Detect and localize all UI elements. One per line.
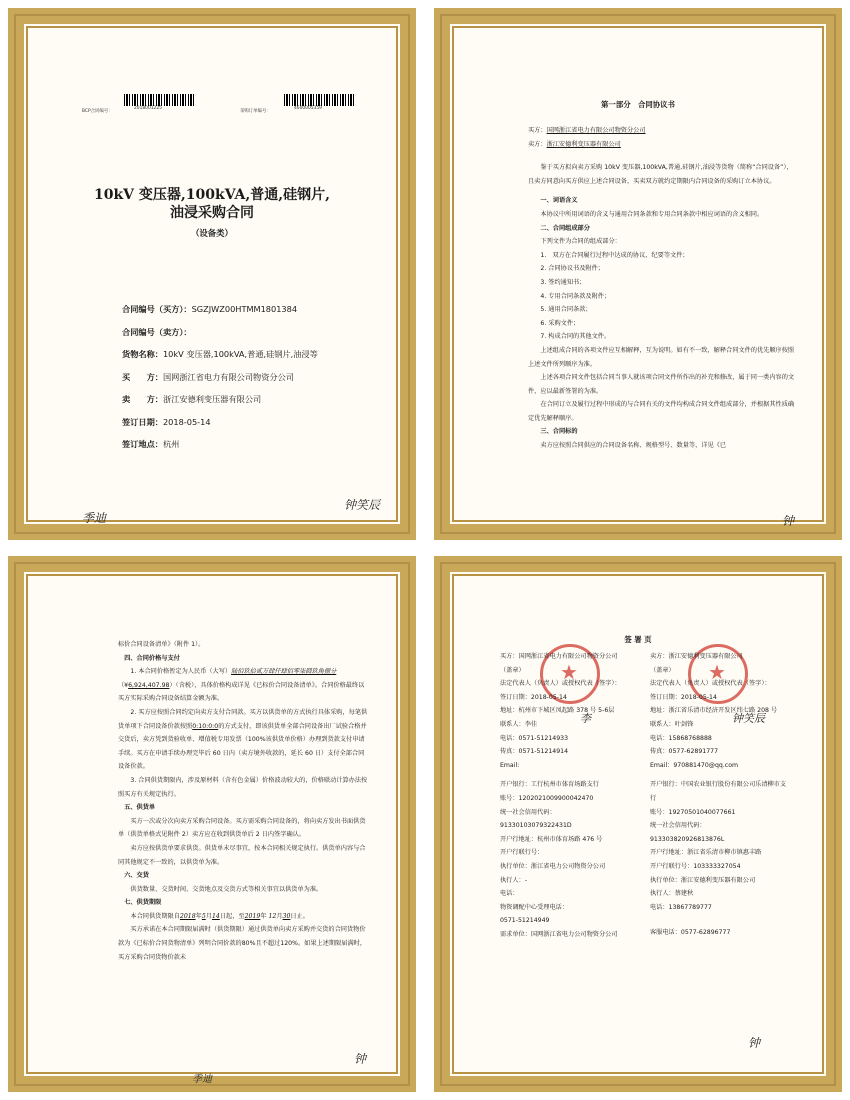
bcp-number-label: BCP合同编号： [82,109,113,114]
demand-unit: 需求单位：国网浙江省电力公司物资分公司 [500,930,618,938]
executor-person: 执行人：蔡建秋 [650,890,694,898]
text-span: 月 [205,912,212,920]
text-span: 年 [260,912,267,920]
text-span: （¥ [118,681,129,689]
field-row [122,439,382,462]
text-span: 日止。 [290,912,309,920]
phone: 电话：0571-51214933 [500,734,569,742]
executor-unit: 执行单位：浙江省电力公司物资分公司 [500,862,606,870]
fax: 传真：0571-51214914 [500,748,569,756]
star-icon: ★ [560,660,578,684]
agreement-heading: 第一部分 合同协议书 [601,100,675,109]
list-item: 2. 合同协议书及附件； [540,265,604,273]
dispatch-phone: 0571-51214949 [500,917,550,925]
party-name: 卖方：浙江安德利变压器有限公司 [650,653,743,660]
start-month: 5 [201,912,206,920]
section-title: 一、词语含义 [540,197,578,205]
list-item: 5. 通用合同条款； [540,306,592,314]
amount-in-words: 陆佰玖拾贰万肆仟肆佰零柒圆玖角捌分 [231,668,337,676]
email: Email: [500,761,520,769]
seller-signature: 钟笑辰 [732,712,765,725]
text-span: 月 [276,912,283,920]
seal-note: （盖章） [650,666,675,674]
seller-line [528,138,796,152]
text-span: 年 [195,912,202,920]
credit-code-label: 统一社会信用代码： [500,808,556,816]
buyer-signature-block [500,650,640,941]
price-paragraph [118,665,370,706]
text-span: 本合同供货期限自 [130,912,180,920]
payment-paragraph [118,706,370,774]
payment-body [118,638,370,964]
credit-code-label: 统一社会信用代码： [650,822,706,830]
payment-terms-page [8,556,416,1092]
section-title: 二、合同组成部分 [540,224,590,232]
seller-name: 浙江安德利变压器有限公司 [546,140,621,148]
bank-number: 开户行联行号： [500,849,544,857]
section-title: 四、合同价格与支付 [124,654,180,662]
order-barcode [284,94,354,106]
address: 地址：杭州市下城区凤起路 378 号 5-6层 [500,707,615,715]
representative: 法定代表人（负责人）或授权代表（签字）： [500,680,621,688]
supply-period-paragraph [118,910,370,924]
section-title: 六、交货 [124,872,149,880]
field-row [122,304,382,327]
buyer-signature: 李 [580,712,591,725]
field-label: 货物名称： [122,349,163,359]
credit-code: 91330103079322431D [500,822,572,830]
text-span: 的方式支付，即该供货单全部合同设备出厂试验合格并交货后，卖方凭到货验收单、增值税专用发票（100%该供货单价格）办理到货款支付申请手续。买方在申请手续办理完毕后 60 日内（卖方境外收款的，延长 60 日）支付全部合同设备价款。 [118,722,367,771]
list-item: 6. 采购文件； [540,319,580,327]
signature-left: 季迪 [82,511,107,525]
contact-person: 联系人：叶剑锋 [650,720,694,728]
order-number-label: 采购订单编号： [240,109,271,114]
field-value: SGZJWZ00HTMM1801384 [191,304,298,314]
list-item: 1. 双方在合同履行过程中达成的协议、纪要等文件； [540,251,689,259]
field-row [122,394,382,417]
text-span: 2. 买方应按照合同约定向卖方支付合同款。买方以供货单的方式执行具体采购，每笔供货单项下合同设备价款按照 [118,708,368,730]
bcp-number: 2018001225 [134,106,162,111]
text-span: 1. 本合同价格暂定为人民币（大写） [130,668,232,676]
address: 地址：浙江省乐清市经济开发区纬七路 208 号 [650,707,778,715]
email: Email：970881470@qq.com [650,761,739,769]
account: 账号：1202021009900042470 [500,794,594,802]
executor-unit: 执行单位：浙江安德利变压器有限公司 [650,876,756,884]
intro-paragraph: 鉴于买方拟向卖方采购 10kV 变压器,100kVA,普通,硅钢片,油浸等货物（简称“合同设备”），且卖方同意向买方供应上述合同设备，买卖双方就约定期限内合同设备的采购订立本协议。 [528,164,793,185]
executor-phone: 电话： [500,890,519,898]
field-label: 签订地点： [122,439,163,449]
buyer-label: 买方： [528,127,547,134]
agreement-body [528,124,796,453]
buyer-name: 国网浙江省电力有限公司物资分公司 [546,127,646,134]
contract-title-line2: 油浸采购合同 [170,205,254,221]
representative: 法定代表人（负责人）或授权代表（签字）： [650,680,771,688]
contract-fields [122,304,382,462]
seller-label: 卖方： [528,140,547,148]
field-label: 买 方： [122,371,163,382]
section-text: 买方承诺在本合同期限届满时（供货期限）通过供货单向卖方采购并交货的合同货物价款为《已标价合同货物清单》列明合同价款的80%且不超过120%。如果上述期限届满时，买方采购合同货物价款未 [118,926,367,961]
section-title: 三、合同标的 [540,428,578,436]
field-value: 杭州 [162,439,180,449]
bcp-barcode [124,94,194,106]
section-text: 上述组成合同的各项文件应互相解释，互为说明。如有不一致，解释合同文件的优先顺序按照上述文件所列顺序为准。 [528,346,795,368]
text-span: 日起，至 [219,912,245,920]
list-item: 3. 签约通知书； [540,278,586,286]
sign-date: 签订日期：2018-05-14 [650,693,717,701]
section-text: 本协议中所用词语的含义与通用合同条款和专用合同条款中相应词语的含义相同。 [540,210,764,218]
barcode-area [82,94,370,116]
signature-bottom: 钟 [748,1036,761,1050]
seal-note: （盖章） [500,666,525,674]
field-value: 浙江安德利变压器有限公司 [162,394,262,404]
field-label: 合同编号（买方）： [122,304,192,314]
field-row [122,372,382,395]
end-year: 2019 [244,912,261,920]
fax: 传真：0577-62891777 [650,748,719,756]
bank: 开户银行：中国农业银行股份有限公司乐清柳市支行 [650,781,787,802]
section-title: 七、供货期限 [124,899,162,907]
field-row [122,349,382,372]
bank-address: 开户行地址：杭州市体育场路 476 号 [500,835,603,843]
price-linkage-paragraph: 3. 合同供货期限内，涉及原材料（含有色金属）价格波动较大的，价格联动计算办法按照买方有关规定执行。 [118,776,368,798]
text-span: ）（含税），具体价格构成详见《已标价合同设备清单》。合同价格最终以买方实际采购合同设备结算金额为准。 [118,681,365,703]
section-text: 卖方应按照合同供应的合同设备名称、规格型号、数量等，详见《已 [540,442,727,450]
contact-person: 联系人：李佳 [500,720,538,728]
start-year: 2018 [179,912,196,920]
dispatch-phone-label: 物资调配中心受理电话： [500,903,569,911]
party-name: 买方：国网浙江省电力有限公司物资分公司 [500,653,618,660]
list-item: 7. 构成合同的其他文件。 [540,333,611,341]
list-item: 4. 专用合同条款及附件； [540,292,611,300]
field-value: 国网浙江省电力有限公司物资分公司 [162,371,294,382]
star-icon: ★ [708,660,726,684]
start-day: 14 [211,912,220,920]
account: 账号：19270501040077661 [650,808,736,816]
signature-page [434,556,842,1092]
service-phone: 客服电话：0577-62896777 [650,929,731,937]
section-text: 卖方应按供货单要求供货。供货单未尽事宜，按本合同相关规定执行。供货单内容与合同其他规定不一致的，以供货单为准。 [118,844,366,866]
seller-signature-block [650,650,790,940]
agreement-page [434,8,842,540]
buyer-line [528,124,796,138]
signature-right: 钟 [354,1052,367,1066]
field-label: 卖 方： [122,394,163,404]
signature-heading: 签 署 页 [624,635,652,644]
field-label: 合同编号（卖方）： [122,326,192,337]
field-row [122,327,382,350]
bank-number: 开户行联行号：103333327054 [650,862,741,870]
executor-person: 执行人：- [500,876,527,884]
section-text: 买方一次或分次向卖方采购合同设备。买方需采购合同设备的，将向卖方发出书面供货单（供货单格式见附件 2）卖方应在收到供货单后 2 日内签字确认。 [118,817,366,839]
bank: 开户银行：工行杭州市体育场路支行 [500,781,599,789]
executor-phone: 电话：13867789777 [650,903,712,911]
credit-code: 913303820926813876L [650,835,725,843]
order-number: 4600005359 [294,106,322,111]
contract-title-line1: 10kV 变压器,100kVA,普通,硅钢片, [94,187,330,203]
doc-list [528,249,796,344]
signature-bottom: 季迪 [192,1074,212,1085]
signature-right: 钟笑辰 [344,498,381,512]
field-value: 2018-05-14 [162,416,211,427]
end-day: 30 [282,912,291,920]
payment-ratio: 0:10:0:0 [192,722,219,730]
field-label: 签订日期： [122,416,163,427]
field-row [122,417,382,440]
section-text: 上述各项合同文件包括合同当事人就该项合同文件所作出的补充和修改，属于同一类内容的文件，应以最新签署的为准。 [528,374,795,395]
continued-text: 标价合同设备清单》（附件 1）。 [118,641,205,648]
section-text: 下列文件为合同的组成部分： [540,238,621,246]
section-title: 五、供货单 [124,804,156,812]
signature: 钟 [782,514,795,528]
sign-date: 签订日期：2018-05-14 [500,693,567,701]
end-month: 12 [268,912,277,920]
section-text: 供货数量、交货时间、交货地点及交货方式等相关事宜以供货单为准。 [130,885,323,893]
bank-address: 开户行地址：浙江省乐清市柳市镇惠丰路 [650,849,762,857]
phone: 电话：15868768888 [650,734,712,742]
amount-value: 6,924,407.98 [128,681,170,689]
section-text: 在合同订立及履行过程中形成的与合同有关的文件均构成合同文件组成部分，并根据其性质确定优先解释顺序。 [528,401,795,422]
field-value: 10kV 变压器,100kVA,普通,硅钢片,油浸等 [162,349,318,359]
contract-cover-page [8,8,416,540]
contract-subtitle: （设备类） [191,228,233,238]
contract-title [34,186,390,222]
